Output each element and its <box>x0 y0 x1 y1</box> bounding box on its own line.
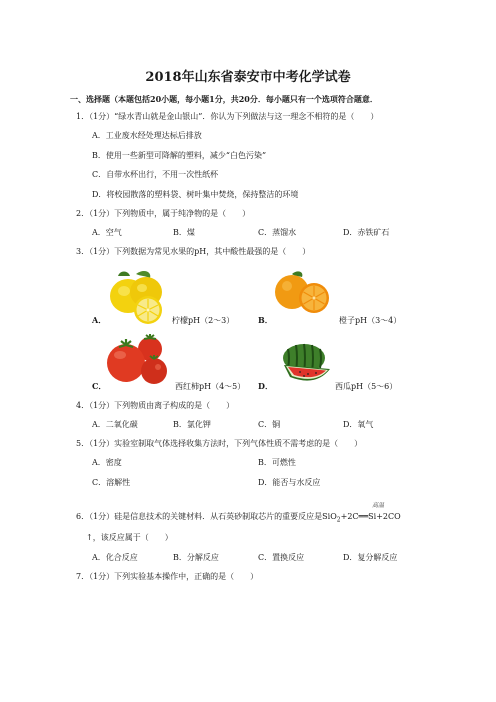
question-1-option-a[interactable]: A．工业废水经处理达标后排放 <box>92 131 202 140</box>
reaction-condition: 高温 <box>372 502 385 509</box>
question-3-option-c-letter[interactable]: C． <box>92 381 107 391</box>
question-3-option-d-letter[interactable]: D． <box>258 381 273 391</box>
question-3-stem: 3．（1分）下列数据为常见水果的pH，其中酸性最强的是（ ） <box>76 247 311 256</box>
question-2-option-c[interactable]: C．蒸馏水 <box>258 228 297 237</box>
question-4-option-a[interactable]: A．二氧化碳 <box>92 420 138 429</box>
question-6-stem-continued: ↑，该反应属于（ ） <box>86 533 173 542</box>
question-4-option-d[interactable]: D．氧气 <box>343 420 374 429</box>
question-4-stem: 4．（1分）下列物质由离子构成的是（ ） <box>76 401 235 410</box>
question-3-option-d-text: 西瓜pH（5～6） <box>335 382 398 391</box>
question-1-option-b[interactable]: B．使用一些新型可降解的塑料，减少“白色污染” <box>92 151 267 160</box>
question-6-stem: 6．（1分）硅是信息技术的关键材料．从石英砂制取芯片的重要反应是SiO$_2$+2C══Si+2CO <box>76 512 401 524</box>
question-3-option-a-letter[interactable]: A． <box>92 315 107 325</box>
lemon-image <box>106 268 168 326</box>
question-1-stem: 1．（1分）“绿水青山就是金山银山”．你认为下列做法与这一理念不相符的是（ ） <box>76 112 379 121</box>
question-3-option-b-letter[interactable]: B． <box>258 315 273 325</box>
question-7-stem: 7．（1分）下列实验基本操作中，正确的是（ ） <box>76 572 259 581</box>
section-heading: 一、选择题（本题包括20小题，每小题1分，共20分．每小题只有一个选项符合题意． <box>70 94 378 104</box>
question-5-option-a[interactable]: A．密度 <box>92 458 122 467</box>
question-5-option-b[interactable]: B．可燃性 <box>258 458 296 467</box>
orange-image <box>272 270 334 316</box>
watermelon-image <box>276 343 334 385</box>
question-5-option-c[interactable]: C．溶解性 <box>92 478 131 487</box>
question-2-option-b[interactable]: B．煤 <box>173 228 195 237</box>
question-5-option-d[interactable]: D．能否与水反应 <box>258 478 321 487</box>
question-4-option-c[interactable]: C．铜 <box>258 420 281 429</box>
question-3-option-b-text: 橙子pH（3～4） <box>339 316 402 325</box>
question-6-option-c[interactable]: C．置换反应 <box>258 553 305 562</box>
question-6-option-d[interactable]: D．复分解反应 <box>343 553 398 562</box>
question-1-option-c[interactable]: C．自带水杯出行，不用一次性纸杯 <box>92 170 219 179</box>
question-4-option-b[interactable]: B．氯化钾 <box>173 420 211 429</box>
question-6-option-a[interactable]: A．化合反应 <box>92 553 138 562</box>
question-6-option-b[interactable]: B．分解反应 <box>173 553 219 562</box>
question-5-stem: 5．（1分）实验室制取气体选择收集方法时，下列气体性质不需考虑的是（ ） <box>76 439 363 448</box>
question-3-option-c-text: 西红柿pH（4～5） <box>175 382 246 391</box>
question-3-option-a-text: 柠檬pH（2～3） <box>172 316 235 325</box>
tomato-image <box>104 333 176 385</box>
question-2-stem: 2．（1分）下列物质中，属于纯净物的是（ ） <box>76 209 251 218</box>
question-1-option-d[interactable]: D．将校园散落的塑料袋、树叶集中焚烧，保持整洁的环境 <box>92 190 299 199</box>
question-2-option-d[interactable]: D．赤铁矿石 <box>343 228 390 237</box>
question-2-option-a[interactable]: A．空气 <box>92 228 122 237</box>
page-title: 2018年山东省泰安市中考化学试卷 <box>145 70 351 85</box>
